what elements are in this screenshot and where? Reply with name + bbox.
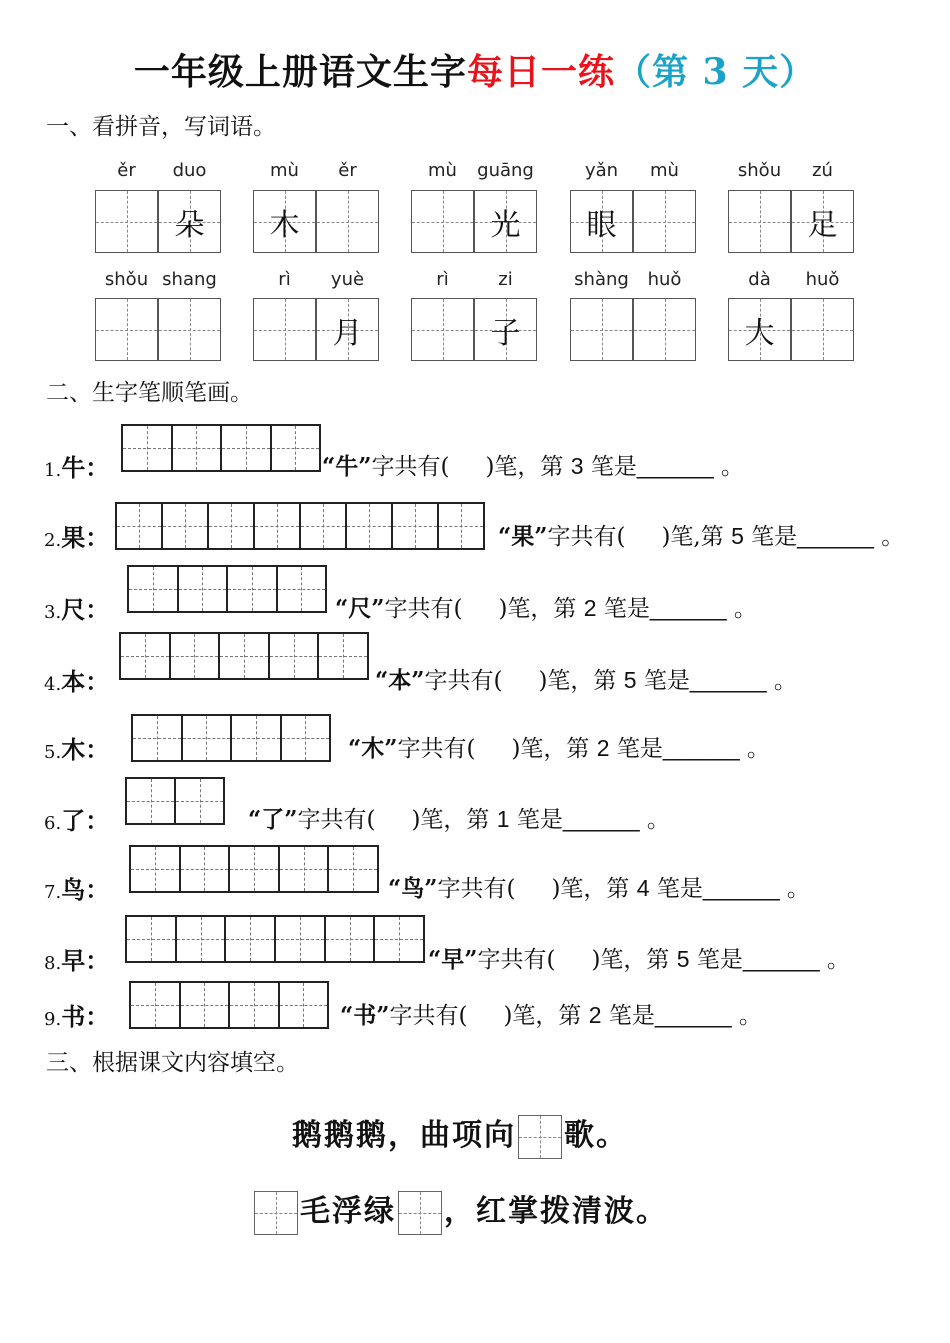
stroke-cell[interactable] [127, 917, 177, 961]
stroke-item-label [44, 730, 109, 765]
stroke-number: 2 [588, 1002, 602, 1028]
question-text: )笔，第 [485, 454, 564, 480]
question-text: 字共有( [397, 736, 476, 762]
stroke-number: 4 [636, 875, 650, 901]
item-character: 早 [61, 946, 86, 975]
stroke-cell[interactable] [278, 567, 326, 611]
stroke-cell[interactable] [319, 634, 367, 678]
tianzige-box[interactable] [728, 298, 791, 361]
stroke-number: 1 [496, 806, 510, 832]
item-number: 8. [44, 953, 62, 974]
question-text: )笔，第 [551, 876, 630, 902]
stroke-cell[interactable] [270, 634, 320, 678]
item-character: 木 [61, 735, 86, 764]
answer-blank[interactable]: ______ [689, 667, 767, 693]
given-character: 大 [744, 315, 775, 351]
stroke-item-label [44, 662, 109, 697]
colon: ： [85, 735, 110, 764]
stroke-cell[interactable] [222, 426, 272, 470]
pinyin-label: zú [812, 160, 833, 181]
quoted-character: “早” [428, 946, 478, 973]
period: 。 [738, 1003, 762, 1029]
poem-line-2-text: 毛浮绿 [300, 1194, 396, 1229]
stroke-cell[interactable] [232, 716, 282, 760]
stroke-cell[interactable] [173, 426, 223, 470]
question-text: 字共有( [437, 876, 516, 902]
stroke-cell[interactable] [230, 983, 280, 1027]
stroke-item-label [44, 997, 109, 1032]
stroke-cell[interactable] [129, 567, 179, 611]
stroke-question [375, 662, 797, 695]
stroke-order-boxes [129, 981, 329, 1029]
item-number: 1. [44, 460, 62, 481]
question-text: )笔，第 [538, 668, 617, 694]
stroke-cell[interactable] [230, 847, 280, 891]
item-character: 牛 [61, 453, 86, 482]
pinyin-label: ěr [338, 160, 357, 181]
answer-blank[interactable]: ______ [742, 946, 820, 972]
period: 。 [720, 454, 744, 480]
question-text: 字共有( [297, 807, 376, 833]
tianzige-box[interactable] [158, 298, 221, 361]
answer-blank[interactable]: ______ [702, 875, 780, 901]
given-character: 月 [332, 315, 363, 351]
stroke-cell[interactable] [177, 917, 227, 961]
poem-line-1-end: 歌。 [564, 1118, 628, 1153]
stroke-cell[interactable] [276, 917, 326, 961]
stroke-cell[interactable] [439, 504, 483, 548]
stroke-item-label [44, 941, 109, 976]
stroke-cell[interactable] [272, 426, 320, 470]
stroke-cell[interactable] [393, 504, 439, 548]
quoted-character: “果” [498, 523, 548, 550]
stroke-question [388, 870, 810, 903]
question-text: 笔是 [656, 876, 703, 902]
stroke-cell[interactable] [347, 504, 393, 548]
answer-blank[interactable]: ______ [654, 1002, 732, 1028]
tianzige-box[interactable] [474, 190, 537, 253]
stroke-cell[interactable] [179, 567, 229, 611]
question-text: 字共有( [547, 524, 626, 550]
stroke-number: 3 [570, 453, 584, 479]
pinyin-label: shang [162, 269, 217, 290]
poem-line-1-text: 鹅鹅鹅，曲项向 [292, 1118, 516, 1153]
stroke-cell[interactable] [181, 847, 231, 891]
question-text: 笔是 [608, 1003, 655, 1029]
stroke-question [348, 730, 770, 763]
stroke-order-boxes [127, 565, 327, 613]
colon: ： [85, 946, 110, 975]
tianzige-box[interactable] [316, 298, 379, 361]
period: 。 [773, 668, 797, 694]
quoted-character: “鸟” [388, 875, 438, 902]
question-text: 笔是 [516, 807, 563, 833]
stroke-cell[interactable] [301, 504, 347, 548]
item-character: 了 [61, 806, 86, 835]
page-title [0, 44, 950, 95]
question-text: )笔，第 [498, 596, 577, 622]
item-character: 书 [61, 1002, 86, 1031]
question-text: 字共有( [477, 947, 556, 973]
item-number: 7. [44, 882, 62, 903]
quoted-character: “牛” [322, 453, 372, 480]
stroke-order-boxes [131, 714, 331, 762]
tianzige-box[interactable] [633, 298, 696, 361]
question-text: )笔,第 [661, 524, 724, 550]
title-main: 一年级上册语文生字 [133, 51, 467, 93]
stroke-cell[interactable] [209, 504, 255, 548]
stroke-cell[interactable] [280, 983, 328, 1027]
period: 。 [646, 807, 670, 833]
stroke-number: 2 [596, 735, 610, 761]
stroke-question [428, 941, 850, 974]
pinyin-label: rì [278, 269, 291, 290]
tianzige-box[interactable] [633, 190, 696, 253]
item-character: 鸟 [61, 875, 86, 904]
question-text: 笔是 [590, 454, 637, 480]
item-number: 4. [44, 674, 62, 695]
tianzige-box[interactable] [253, 298, 316, 361]
pinyin-label: shǒu [104, 269, 149, 290]
question-text: 字共有( [389, 1003, 468, 1029]
quoted-character: “本” [375, 667, 425, 694]
stroke-cell[interactable] [163, 504, 209, 548]
colon: ： [85, 1002, 110, 1031]
poem-blank-box[interactable] [398, 1191, 442, 1235]
stroke-cell[interactable] [131, 983, 181, 1027]
pinyin-label: mù [270, 160, 299, 181]
stroke-order-boxes [125, 777, 225, 825]
tianzige-box[interactable] [791, 190, 854, 253]
answer-blank[interactable]: ______ [662, 735, 740, 761]
colon: ： [85, 806, 110, 835]
tianzige-box[interactable] [474, 298, 537, 361]
stroke-question [335, 590, 757, 623]
question-text: 笔是 [696, 947, 743, 973]
pinyin-label: ěr [117, 160, 136, 181]
stroke-cell[interactable] [117, 504, 163, 548]
pinyin-label: mù [650, 160, 679, 181]
stroke-number: 5 [731, 523, 744, 549]
stroke-number: 2 [583, 595, 597, 621]
given-character: 足 [807, 207, 838, 243]
quoted-character: “书” [340, 1002, 390, 1029]
answer-blank[interactable]: ______ [649, 595, 727, 621]
stroke-order-boxes [125, 915, 425, 963]
pinyin-label: mù [428, 160, 457, 181]
item-number: 5. [44, 742, 62, 763]
question-text: 笔是 [603, 596, 650, 622]
pinyin-label: dà [748, 269, 771, 290]
stroke-cell[interactable] [181, 983, 231, 1027]
question-text: 笔是 [616, 736, 663, 762]
title-day-number: （第 3 天） [614, 51, 817, 93]
tianzige-box[interactable] [728, 190, 791, 253]
stroke-cell[interactable] [226, 917, 276, 961]
tianzige-box[interactable] [570, 190, 633, 253]
stroke-cell[interactable] [326, 917, 376, 961]
period: 。 [746, 736, 770, 762]
item-number: 6. [44, 813, 62, 834]
stroke-order-boxes [115, 502, 485, 550]
quoted-character: “木” [348, 735, 398, 762]
stroke-cell[interactable] [282, 716, 330, 760]
pinyin-label: guāng [477, 160, 534, 181]
given-character: 子 [490, 315, 521, 351]
tianzige-box[interactable] [158, 190, 221, 253]
stroke-question [498, 518, 904, 551]
answer-blank[interactable]: ______ [797, 523, 874, 549]
question-text: )笔，第 [511, 736, 590, 762]
poem-line-2-end: ，红掌拨清波。 [444, 1194, 668, 1229]
question-text: 笔是 [643, 668, 690, 694]
pinyin-label: yuè [330, 269, 365, 290]
stroke-cell[interactable] [329, 847, 377, 891]
stroke-cell[interactable] [131, 847, 181, 891]
poem-blank-box[interactable] [518, 1115, 562, 1159]
question-text: 字共有( [371, 454, 450, 480]
poem-blank-box[interactable] [254, 1191, 298, 1235]
answer-blank[interactable]: ______ [636, 453, 714, 479]
section1-heading: 一、看拼音，写词语。 [46, 114, 276, 140]
tianzige-box[interactable] [570, 298, 633, 361]
period: 。 [881, 524, 905, 550]
stroke-cell[interactable] [220, 634, 270, 678]
pinyin-label: shàng [574, 269, 629, 290]
quoted-character: “了” [248, 806, 298, 833]
item-number: 3. [44, 602, 62, 623]
stroke-number: 5 [676, 946, 690, 972]
tianzige-box[interactable] [95, 298, 158, 361]
question-text: )笔，第 [411, 807, 490, 833]
stroke-question [340, 997, 762, 1030]
pinyin-label: huǒ [647, 269, 682, 290]
stroke-order-boxes [119, 632, 369, 680]
stroke-cell[interactable] [171, 634, 221, 678]
stroke-cell[interactable] [280, 847, 330, 891]
colon: ： [85, 523, 110, 552]
item-character: 果 [61, 523, 86, 552]
colon: ： [85, 875, 110, 904]
pinyin-label: zi [498, 269, 513, 290]
item-character: 尺 [61, 595, 86, 624]
tianzige-box[interactable] [791, 298, 854, 361]
stroke-order-boxes [121, 424, 321, 472]
period: 。 [733, 596, 757, 622]
pinyin-label: duo [172, 160, 207, 181]
poem-line-1 [292, 1110, 628, 1159]
stroke-question [248, 801, 670, 834]
answer-blank[interactable]: ______ [562, 806, 640, 832]
stroke-order-boxes [129, 845, 379, 893]
stroke-cell[interactable] [176, 779, 223, 823]
section2-heading: 二、生字笔顺笔画。 [46, 380, 253, 406]
pinyin-label: shǒu [737, 160, 782, 181]
stroke-cell[interactable] [228, 567, 278, 611]
colon: ： [85, 595, 110, 624]
tianzige-box[interactable] [316, 190, 379, 253]
item-character: 本 [61, 667, 86, 696]
stroke-item-label [44, 870, 109, 905]
title-daily-practice: 每日一练 [466, 51, 615, 93]
item-number: 9. [44, 1009, 62, 1030]
stroke-item-label [44, 448, 109, 483]
tianzige-box[interactable] [411, 190, 474, 253]
colon: ： [85, 667, 110, 696]
stroke-cell[interactable] [127, 779, 176, 823]
period: 。 [826, 947, 850, 973]
stroke-cell[interactable] [375, 917, 423, 961]
tianzige-box[interactable] [95, 190, 158, 253]
stroke-cell[interactable] [255, 504, 301, 548]
stroke-cell[interactable] [123, 426, 173, 470]
given-character: 光 [490, 207, 521, 243]
pinyin-label: rì [436, 269, 449, 290]
question-text: 字共有( [384, 596, 463, 622]
section3-heading: 三、根据课文内容填空。 [46, 1050, 299, 1076]
stroke-question [322, 448, 744, 481]
given-character: 木 [269, 207, 300, 243]
stroke-cell[interactable] [183, 716, 233, 760]
tianzige-box[interactable] [253, 190, 316, 253]
pinyin-label: huǒ [805, 269, 840, 290]
stroke-item-label [44, 518, 109, 553]
given-character: 朵 [174, 207, 205, 243]
quoted-character: “尺” [335, 595, 385, 622]
stroke-item-label [44, 590, 109, 625]
question-text: 笔是 [751, 524, 798, 550]
stroke-item-label [44, 801, 109, 836]
question-text: )笔，第 [591, 947, 670, 973]
pinyin-label: yǎn [584, 160, 619, 181]
poem-line-2 [252, 1186, 668, 1235]
stroke-cell[interactable] [121, 634, 171, 678]
period: 。 [786, 876, 810, 902]
stroke-cell[interactable] [133, 716, 183, 760]
question-text: )笔，第 [503, 1003, 582, 1029]
colon: ： [85, 453, 110, 482]
item-number: 2. [44, 530, 62, 551]
question-text: 字共有( [424, 668, 503, 694]
tianzige-box[interactable] [411, 298, 474, 361]
stroke-number: 5 [623, 667, 637, 693]
given-character: 眼 [586, 207, 617, 243]
